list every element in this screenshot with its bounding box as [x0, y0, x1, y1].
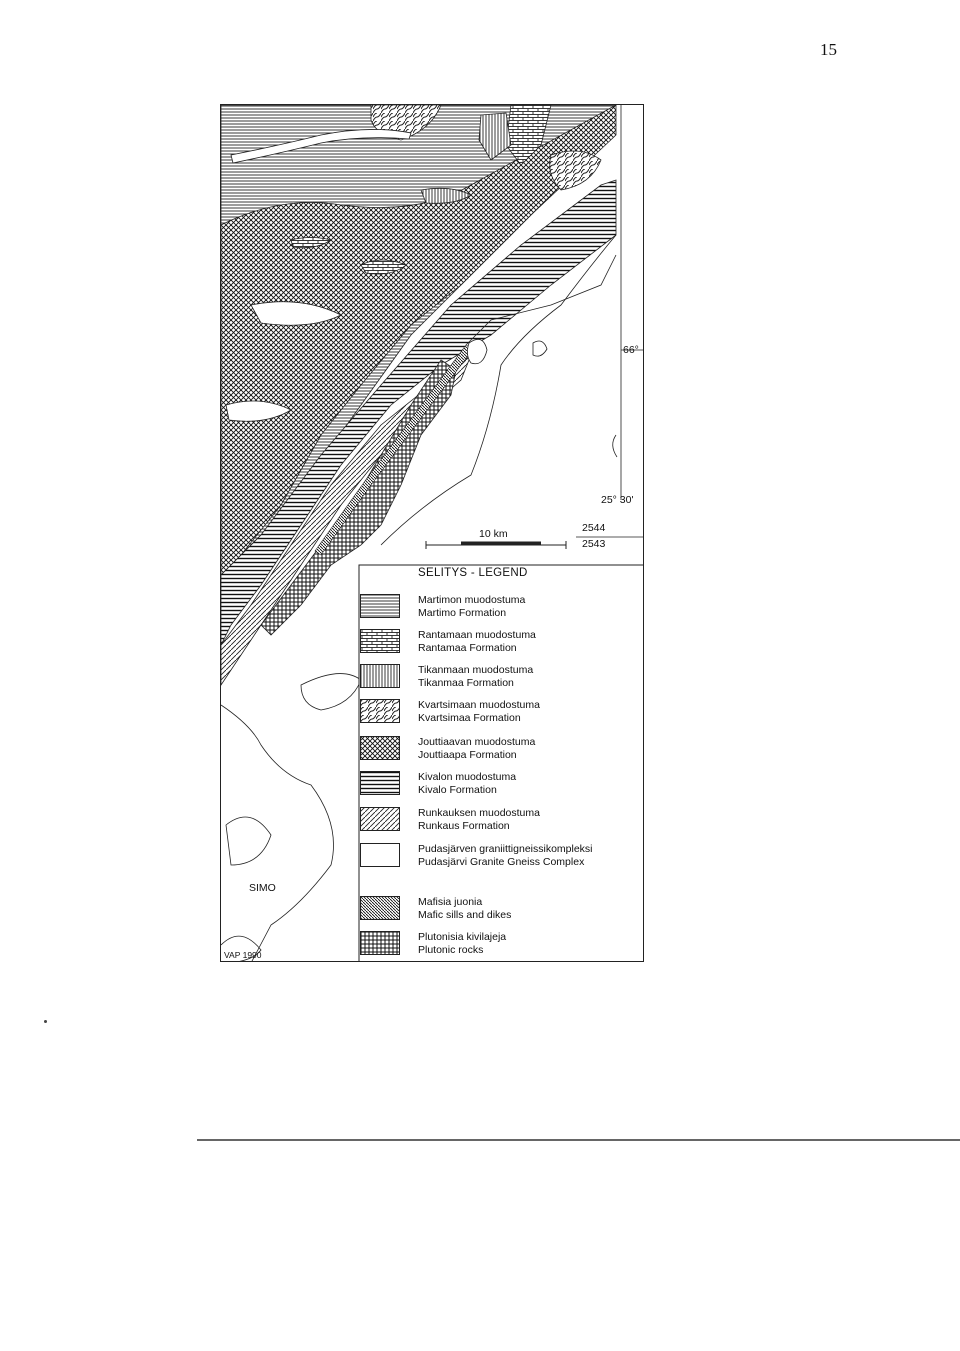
legend-name-fi: Tikanmaan muodostuma — [418, 664, 534, 676]
place-label-simo: SIMO — [249, 882, 276, 894]
legend-item-mafic — [360, 896, 640, 930]
legend-name-fi: Kivalon muodostuma — [418, 771, 517, 783]
legend-name-en: Kivalo Formation — [418, 784, 497, 796]
page-number: 15 — [820, 40, 837, 59]
swatch-diagonal-dense — [360, 896, 400, 920]
legend-title: SELITYS - LEGEND — [418, 567, 528, 579]
longitude-label: 25° 30' — [601, 494, 634, 506]
legend-name-fi: Plutonisia kivilajeja — [418, 931, 507, 943]
legend-item-plutonic — [360, 931, 640, 965]
legend-name-fi: Kvartsimaan muodostuma — [418, 699, 540, 711]
scale-label: 10 km — [479, 528, 508, 540]
swatch-crosshatch — [360, 736, 400, 760]
legend-name-en: Tikanmaa Formation — [418, 677, 514, 689]
swatch-brick — [360, 629, 400, 653]
swatch-grid — [360, 931, 400, 955]
legend-name-en: Plutonic rocks — [418, 944, 484, 956]
map-credit: VAP 1990 — [224, 950, 262, 960]
sheet-upper-label: 2544 — [582, 522, 606, 534]
legend-item-runkaus — [360, 807, 640, 841]
legend-name-en: Jouttiaapa Formation — [418, 749, 517, 761]
sheet-lower-label: 2543 — [582, 538, 606, 550]
scan-speck — [44, 1020, 47, 1023]
legend-name-fi: Rantamaan muodostuma — [418, 629, 536, 641]
legend-item-martimo — [360, 594, 640, 628]
legend-name-en: Runkaus Formation — [418, 820, 510, 832]
swatch-vertical — [360, 664, 400, 688]
legend-item-kivalo — [360, 771, 640, 805]
swatch-wavy-diagonal — [360, 699, 400, 723]
legend-name-fi: Pudasjärven graniittigneissikompleksi — [418, 843, 593, 855]
legend-name-en: Mafic sills and dikes — [418, 909, 512, 921]
legend-name-en: Rantamaa Formation — [418, 642, 517, 654]
legend-name-en: Martimo Formation — [418, 607, 507, 619]
swatch-diagonal — [360, 807, 400, 831]
latitude-label: 66° — [623, 344, 639, 356]
legend-item-tikanmaa — [360, 664, 640, 698]
legend-name-fi: Runkauksen muodostuma — [418, 807, 540, 819]
legend-name-en: Pudasjärvi Granite Gneiss Complex — [418, 856, 585, 868]
legend-name-en: Kvartsimaa Formation — [418, 712, 521, 724]
legend-name-fi: Jouttiaavan muodostuma — [418, 736, 536, 748]
swatch-horizontal-coarse — [360, 771, 400, 795]
swatch-blank — [360, 843, 400, 867]
legend-name-fi: Mafisia juonia — [418, 896, 483, 908]
legend-item-jouttiaapa — [360, 736, 640, 770]
legend-item-rantamaa — [360, 629, 640, 663]
legend-item-kvartsimaa — [360, 699, 640, 733]
legend-name-fi: Martimon muodostuma — [418, 594, 526, 606]
swatch-horizontal-fine — [360, 594, 400, 618]
footer-rule — [197, 1139, 960, 1141]
legend-item-pudasjarvi — [360, 843, 640, 877]
